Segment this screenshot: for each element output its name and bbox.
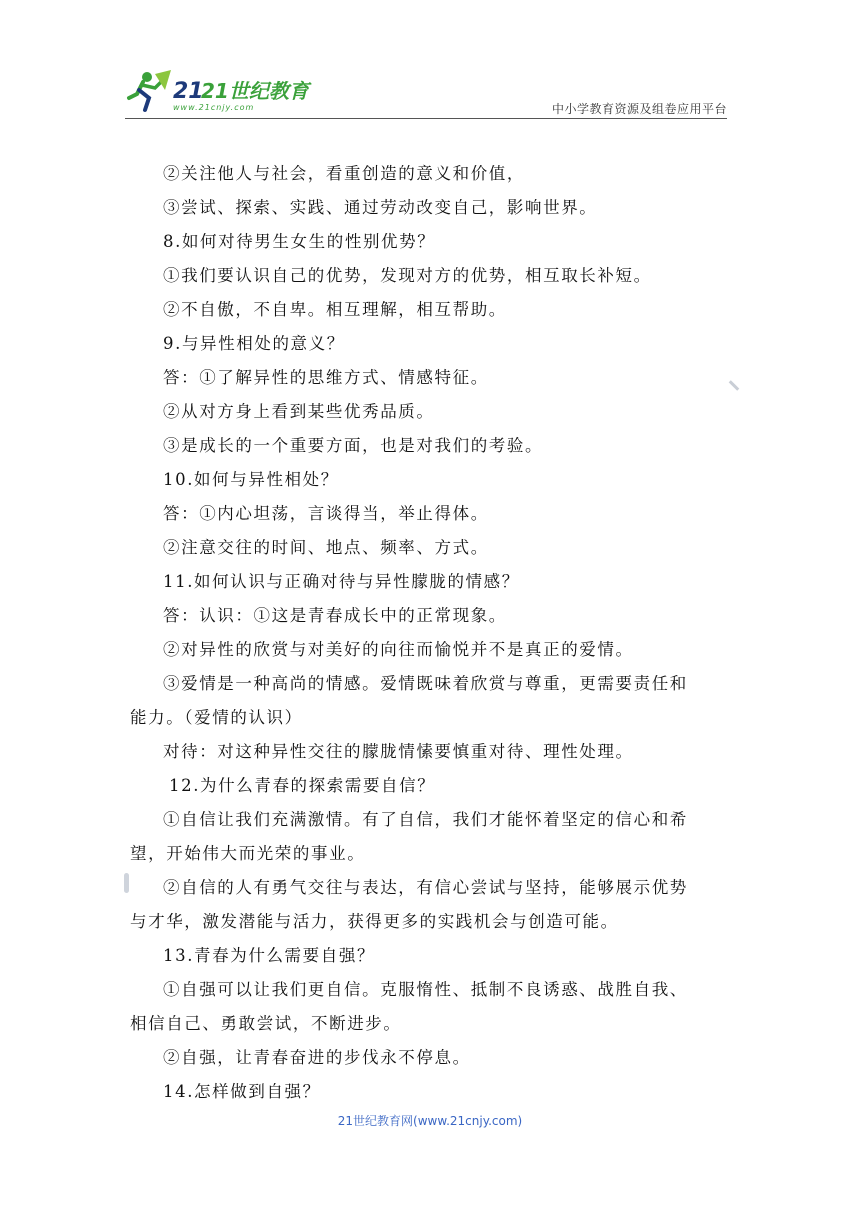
text-line: ①我们要认识自己的优势，发现对方的优势，相互取长补短。: [163, 266, 652, 285]
header-divider: [125, 118, 727, 119]
text-line: ①自信让我们充满激情。有了自信，我们才能怀着坚定的信心和希: [163, 810, 688, 829]
text-line: 答：①内心坦荡，言谈得当，举止得体。: [163, 504, 489, 523]
text-line: ③是成长的一个重要方面，也是对我们的考验。: [163, 436, 544, 455]
text-line: ②自信的人有勇气交往与表达，有信心尝试与坚持，能够展示优势: [163, 878, 688, 897]
text-line: ②从对方身上看到某些优秀品质。: [163, 402, 435, 421]
text-line: 与才华，激发潜能与活力，获得更多的实践机会与创造可能。: [130, 912, 619, 931]
scan-mark: [729, 380, 740, 391]
text-line: 望，开始伟大而光荣的事业。: [130, 844, 366, 863]
text-line: ②自强，让青春奋进的步伐永不停息。: [163, 1048, 471, 1067]
text-line: 答：认识：①这是青春成长中的正常现象。: [163, 606, 507, 625]
text-line: 相信自己、勇敢尝试，不断进步。: [130, 1014, 402, 1033]
text-line: ③爱情是一种高尚的情感。爱情既味着欣赏与尊重，更需要责任和: [163, 674, 688, 693]
logo-text: 21世纪教育: [201, 79, 309, 103]
question-heading: 11.如何认识与正确对待与异性朦胧的情感？: [163, 572, 520, 591]
text-line: ②关注他人与社会，看重创造的意义和价值，: [163, 164, 525, 183]
document-body: [130, 157, 730, 1109]
question-heading: 10.如何与异性相处？: [163, 470, 339, 489]
logo-21cnjy-icon: [125, 68, 325, 118]
svg-text:21: 21: [173, 79, 204, 104]
header-platform-name: 中小学教育资源及组卷应用平台: [551, 102, 727, 116]
text-line: ②不自傲，不自卑。相互理解，相互帮助。: [163, 300, 507, 319]
text-line: 能力。（爱情的认识）: [130, 708, 303, 727]
text-line: ②注意交往的时间、地点、频率、方式。: [163, 538, 489, 557]
question-heading: 14.怎样做到自强？: [163, 1082, 321, 1101]
scan-mark: [124, 873, 129, 893]
logo-url: www.21cnjy.com: [173, 103, 255, 112]
question-heading: 8.如何对待男生女生的性别优势？: [163, 232, 436, 251]
text-line: ③尝试、探索、实践、通过劳动改变自己，影响世界。: [163, 198, 598, 217]
page-footer: 21世纪教育网(www.21cnjy.com): [337, 1114, 523, 1128]
text-line: ①自强可以让我们更自信。克服惰性、抵制不良诱惑、战胜自我、: [163, 980, 688, 999]
question-heading: 9.与异性相处的意义？: [163, 334, 345, 353]
text-line: 对待：对这种异性交往的朦胧情愫要慎重对待、理性处理。: [163, 742, 634, 761]
question-heading: 13.青春为什么需要自强？: [163, 946, 376, 965]
text-line: 答：①了解异性的思维方式、情感特征。: [163, 368, 489, 387]
question-heading: 12.为什么青春的探索需要自信？: [169, 776, 436, 795]
text-line: ②对异性的欣赏与对美好的向往而愉悦并不是真正的爱情。: [163, 640, 634, 659]
page-header: [125, 68, 727, 120]
